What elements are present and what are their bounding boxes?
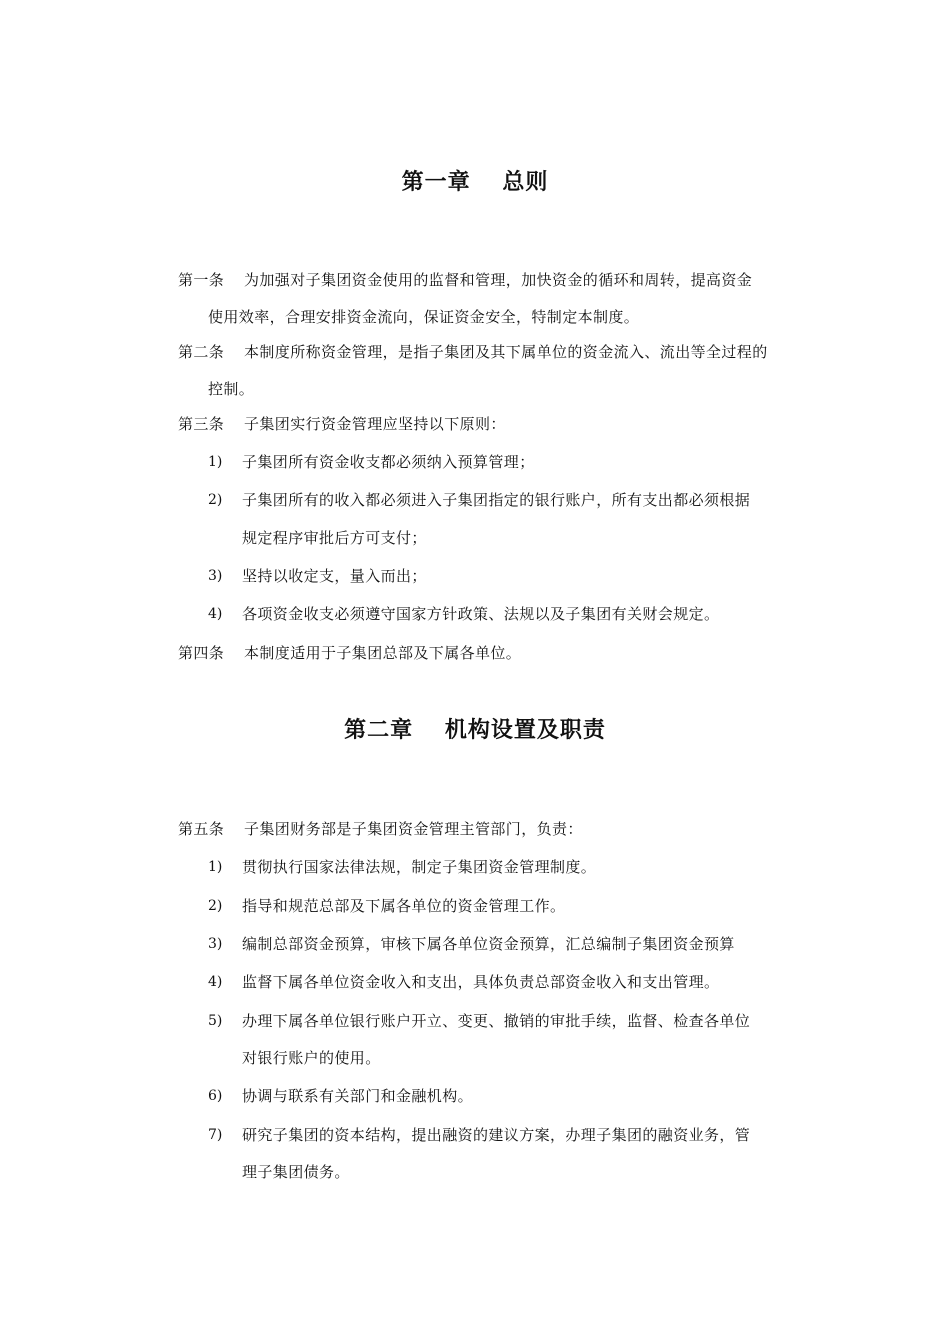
article-3-label: 第三条 bbox=[178, 415, 225, 433]
principle-1-number: 1) bbox=[208, 454, 223, 470]
principle-2-text-2: 规定程序审批后方可支付； bbox=[242, 529, 427, 547]
duty-5-text-2: 对银行账户的使用。 bbox=[242, 1049, 381, 1067]
principle-3-number: 3) bbox=[208, 568, 223, 584]
principle-2-number: 2) bbox=[208, 492, 223, 508]
article-1-text-1: 为加强对子集团资金使用的监督和管理，加快资金的循环和周转，提高资金 bbox=[244, 271, 753, 289]
duty-4-text: 监督下属各单位资金收入和支出，具体负责总部资金收入和支出管理。 bbox=[242, 973, 720, 991]
duty-3-number: 3) bbox=[208, 936, 223, 952]
duty-1-text: 贯彻执行国家法律法规，制定子集团资金管理制度。 bbox=[242, 858, 597, 876]
article-1-line-2: 使用效率，合理安排资金流向，保证资金安全，特制定本制度。 bbox=[208, 308, 640, 326]
article-2-line-2: 控制。 bbox=[208, 380, 255, 398]
article-4-label: 第四条 bbox=[178, 644, 225, 662]
principle-4-text: 各项资金收支必须遵守国家方针政策、法规以及子集团有关财会规定。 bbox=[242, 605, 720, 623]
article-4-line-1 bbox=[178, 643, 521, 663]
chapter-2-title: 第二章 机构设置及职责 bbox=[344, 717, 606, 743]
principle-4-number: 4) bbox=[208, 606, 223, 622]
duty-2-text: 指导和规范总部及下属各单位的资金管理工作。 bbox=[242, 897, 566, 915]
article-5-text-1: 子集团财务部是子集团资金管理主管部门，负责： bbox=[244, 820, 583, 838]
article-3-line-1 bbox=[178, 414, 506, 434]
article-2-line-1 bbox=[178, 342, 768, 362]
duty-2-number: 2) bbox=[208, 898, 223, 914]
article-1-line-1 bbox=[178, 270, 752, 290]
principle-2-text-1: 子集团所有的收入都必须进入子集团指定的银行账户，所有支出都必须根据 bbox=[242, 491, 751, 509]
article-5-line-1 bbox=[178, 819, 583, 839]
duty-4-number: 4) bbox=[208, 974, 223, 990]
article-4-text-1: 本制度适用于子集团总部及下属各单位。 bbox=[244, 644, 522, 662]
duty-6-number: 6) bbox=[208, 1088, 223, 1104]
duty-5-text-1: 办理下属各单位银行账户开立、变更、撤销的审批手续，监督、检查各单位 bbox=[242, 1012, 751, 1030]
duty-6-text: 协调与联系有关部门和金融机构。 bbox=[242, 1087, 474, 1105]
duty-1-number: 1) bbox=[208, 859, 223, 875]
article-2-text-1: 本制度所称资金管理，是指子集团及其下属单位的资金流入、流出等全过程的 bbox=[244, 343, 768, 361]
article-5-label: 第五条 bbox=[178, 820, 225, 838]
principle-3-text: 坚持以收定支，量入而出； bbox=[242, 567, 427, 585]
article-1-label: 第一条 bbox=[178, 271, 225, 289]
principle-1-text: 子集团所有资金收支都必须纳入预算管理； bbox=[242, 453, 535, 471]
article-2-label: 第二条 bbox=[178, 343, 225, 361]
duty-7-text-2: 理子集团债务。 bbox=[242, 1163, 350, 1181]
duty-7-number: 7) bbox=[208, 1127, 223, 1143]
chapter-1-title: 第一章 总则 bbox=[401, 169, 549, 195]
duty-5-number: 5) bbox=[208, 1013, 223, 1029]
duty-7-text-1: 研究子集团的资本结构，提出融资的建议方案，办理子集团的融资业务，管 bbox=[242, 1126, 751, 1144]
article-3-text-1: 子集团实行资金管理应坚持以下原则： bbox=[244, 415, 506, 433]
duty-3-text: 编制总部资金预算，审核下属各单位资金预算，汇总编制子集团资金预算 bbox=[242, 935, 735, 953]
